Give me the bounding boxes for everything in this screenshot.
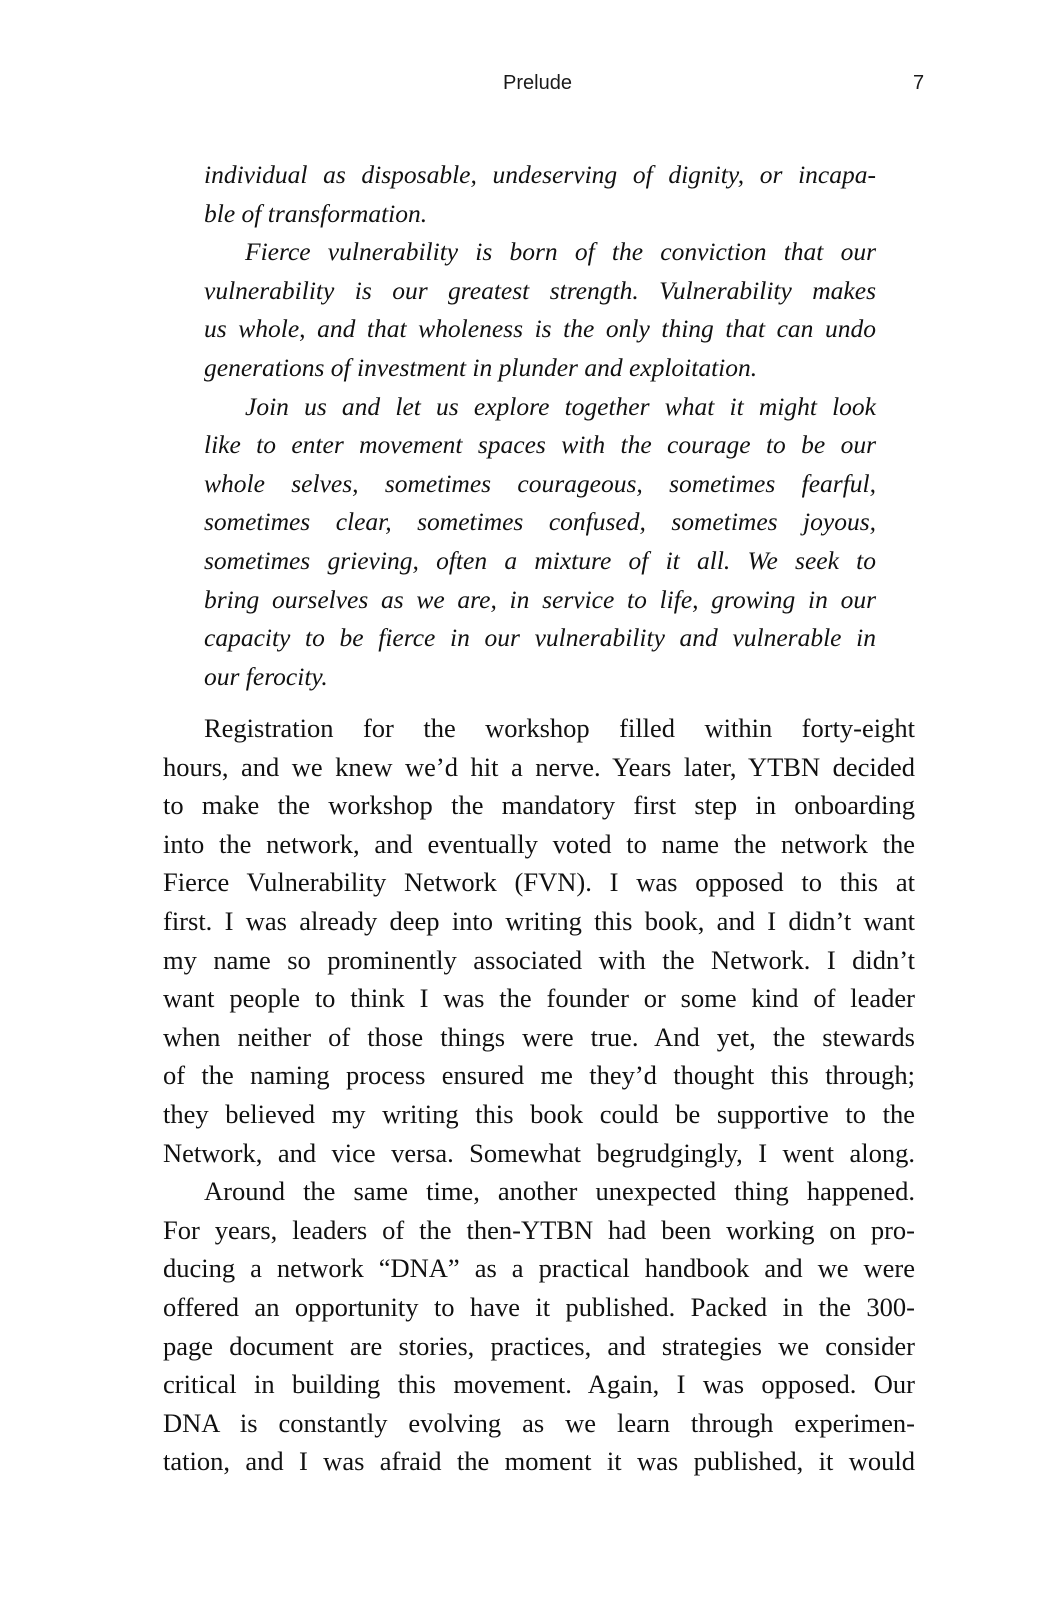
chapter-title: Prelude	[503, 72, 572, 94]
quote-line: whole selves, sometimes courageous, sometimes fearful,	[204, 468, 876, 498]
body-line: page document are stories, practices, and strategies we consider	[163, 1330, 915, 1361]
quote-line: sometimes clear, sometimes confused, sometimes joyous,	[204, 507, 876, 537]
body-line: Network, and vice versa. Somewhat begrudgingly, I went along.	[163, 1137, 915, 1168]
body-line: of the naming process ensured me they’d thought this through;	[163, 1060, 915, 1091]
quote-line: bring ourselves as we are, in service to life, growing in our	[204, 584, 876, 614]
quote-line: like to enter movement spaces with the courage to be our	[204, 430, 876, 460]
quote-line: us whole, and that wholeness is the only thing that can undo	[204, 314, 876, 344]
body-line: offered an opportunity to have it published. Packed in the 300-	[163, 1291, 915, 1322]
quote-line: generations of investment in plunder and exploitation.	[204, 352, 758, 382]
body-line: they believed my writing this book could be supportive to the	[163, 1098, 915, 1129]
body-line: tation, and I was afraid the moment it was published, it would	[163, 1446, 915, 1477]
body-line: first. I was already deep into writing this book, and I didn’t want	[163, 905, 915, 936]
body-line: Registration for the workshop filled within forty-eight	[204, 713, 915, 743]
quote-line: ble of transformation.	[204, 198, 428, 228]
body-line: Fierce Vulnerability Network (FVN). I was opposed to this at	[163, 867, 915, 898]
body-line: my name so prominently associated with the Network. I didn’t	[163, 944, 915, 975]
body-line: want people to think I was the founder or some kind of leader	[163, 983, 915, 1014]
quote-line: individual as disposable, undeserving of dignity, or incapa-	[204, 160, 876, 189]
body-line: to make the workshop the mandatory first step in onboarding	[163, 790, 915, 821]
quote-line: Fierce vulnerability is born of the conviction that our	[245, 237, 876, 267]
quote-line: sometimes grieving, often a mixture of it all. We seek to	[204, 545, 876, 575]
running-head	[0, 72, 1050, 100]
body-line: For years, leaders of the then-YTBN had been working on pro-	[163, 1214, 915, 1245]
body-line: when neither of those things were true. And yet, the stewards	[163, 1021, 915, 1052]
quote-line: capacity to be fierce in our vulnerability and vulnerable in	[204, 623, 876, 653]
body-line: ducing a network “DNA” as a practical handbook and we were	[163, 1253, 915, 1284]
body-line: DNA is constantly evolving as we learn through experimen-	[163, 1407, 915, 1438]
body-line: hours, and we knew we’d hit a nerve. Years later, YTBN decided	[163, 751, 915, 782]
body-line: Around the same time, another unexpected thing happened.	[204, 1176, 915, 1207]
body-line: into the network, and eventually voted to name the network the	[163, 828, 915, 859]
body-text	[163, 709, 915, 1481]
quote-line: vulnerability is our greatest strength. Vulnerability makes	[204, 275, 876, 305]
quote-line: our ferocity.	[204, 661, 328, 691]
block-quote	[204, 156, 876, 696]
page-number: 7	[913, 72, 925, 94]
quote-line: Join us and let us explore together what it might look	[245, 391, 876, 421]
body-line: critical in building this movement. Again, I was opposed. Our	[163, 1369, 915, 1400]
